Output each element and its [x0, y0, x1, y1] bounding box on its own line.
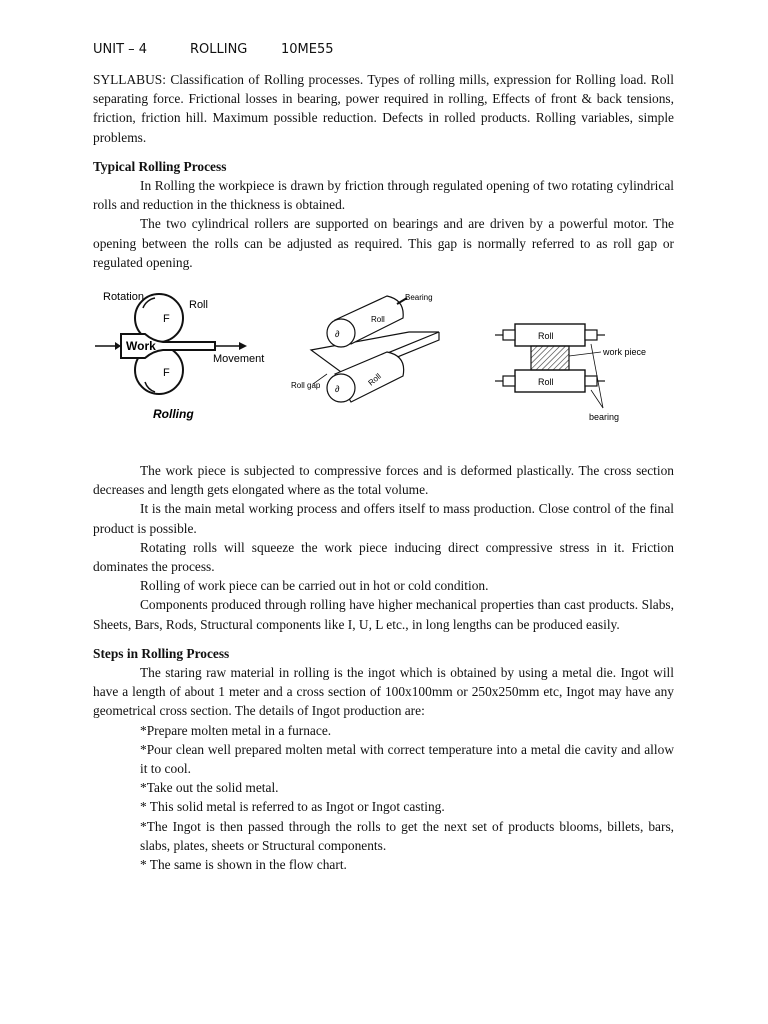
list-item: *Pour clean well prepared molten metal with correct temperature into a metal die cavity and allow it to cool.: [140, 741, 674, 777]
list-item: *The Ingot is then passed through the rolls to get the next set of products blooms, billets, bars, slabs, plates, sheets or Structural components.: [140, 818, 674, 853]
paragraph: The work piece is subjected to compressive forces and is deformed plastically. The cross section decreases and length gets elongated where as the total volume.: [93, 463, 674, 498]
list-item: * This solid metal is referred to as Ingot or Ingot casting.: [140, 799, 445, 815]
page-header: [93, 36, 674, 56]
rolling-figures: [93, 286, 674, 461]
syllabus-paragraph: SYLLABUS: Classification of Rolling processes. Types of rolling mills, expression for Rolling load. Roll separating force. Frictional losses in bearing, power required in rolling, Effects of front & back tensions, friction, friction hill. Maximum possible reduction. Defects in rolled products. Rolling variables, simple problems.: [93, 72, 674, 145]
figure-caption: Rolling: [153, 407, 194, 422]
section-heading-steps: Steps in Rolling Process: [93, 645, 230, 661]
work-piece-rect: [531, 346, 569, 370]
course-code: 10ME55: [281, 42, 334, 57]
unit-label: UNIT – 4: [93, 42, 148, 57]
bearing-label: bearing: [589, 412, 620, 423]
paragraph: The two cylindrical rollers are supported on bearings and are driven by a powerful motor. The opening between the rolls can be adjusted as required. This gap is normally referred to as roll gap or regulated opening.: [93, 216, 674, 270]
svg-text:∂: ∂: [335, 329, 340, 340]
bearing-label: Bearing: [405, 293, 433, 303]
list-item: * The same is shown in the flow chart.: [140, 857, 347, 873]
rolling-principle-diagram: [93, 286, 283, 426]
roll-gap-label: Roll gap: [291, 381, 321, 391]
work-piece-label: work piece: [603, 347, 647, 358]
rotation-label: Rotation: [103, 291, 144, 304]
mill-stand-diagram: [493, 322, 674, 432]
roll-label: Roll: [189, 299, 208, 312]
document-page: [93, 36, 674, 874]
paragraph: Rolling of work piece can be carried out in hot or cold condition.: [140, 578, 489, 594]
svg-text:∂: ∂: [335, 384, 340, 395]
force-label-top: F: [163, 313, 170, 326]
paragraph: Rotating rolls will squeeze the work piece inducing direct compressive stress in it. Friction dominates the process.: [93, 539, 674, 575]
paragraph: In Rolling the workpiece is drawn by friction through regulated opening of two rotating cylindrical rolls and reduction in the thickness is obtained.: [93, 178, 674, 213]
list-item: *Prepare molten metal in a furnace.: [140, 722, 332, 738]
work-label: Work: [126, 339, 156, 354]
topic-label: ROLLING: [190, 42, 248, 57]
roll-label-top: Roll: [371, 315, 385, 325]
isometric-rolls-diagram: [291, 288, 451, 418]
roll-label-top: Roll: [538, 331, 554, 342]
paragraph: Components produced through rolling have higher mechanical properties than cast products. Slabs, Sheets, Bars, Rods, Structural components like I, U, L etc., in long lengths can be produced easily.: [93, 597, 674, 632]
section-heading-typical: Typical Rolling Process: [93, 158, 227, 174]
paragraph: It is the main metal working process and offers itself to mass production. Close control of the final product is possible.: [93, 501, 674, 536]
list-item: *Take out the solid metal.: [140, 780, 279, 796]
force-label-bottom: F: [163, 367, 170, 380]
movement-label: Movement: [213, 353, 265, 366]
roll-label-bottom: Roll: [366, 371, 383, 388]
paragraph: The staring raw material in rolling is the ingot which is obtained by using a metal die. Ingot will have a length of about 1 meter and a cross section of 100x100mm or 250x250mm etc, Ingot may have any geometrical cross section. The details of Ingot production are:: [93, 665, 674, 719]
roll-label-bottom: Roll: [538, 377, 554, 388]
